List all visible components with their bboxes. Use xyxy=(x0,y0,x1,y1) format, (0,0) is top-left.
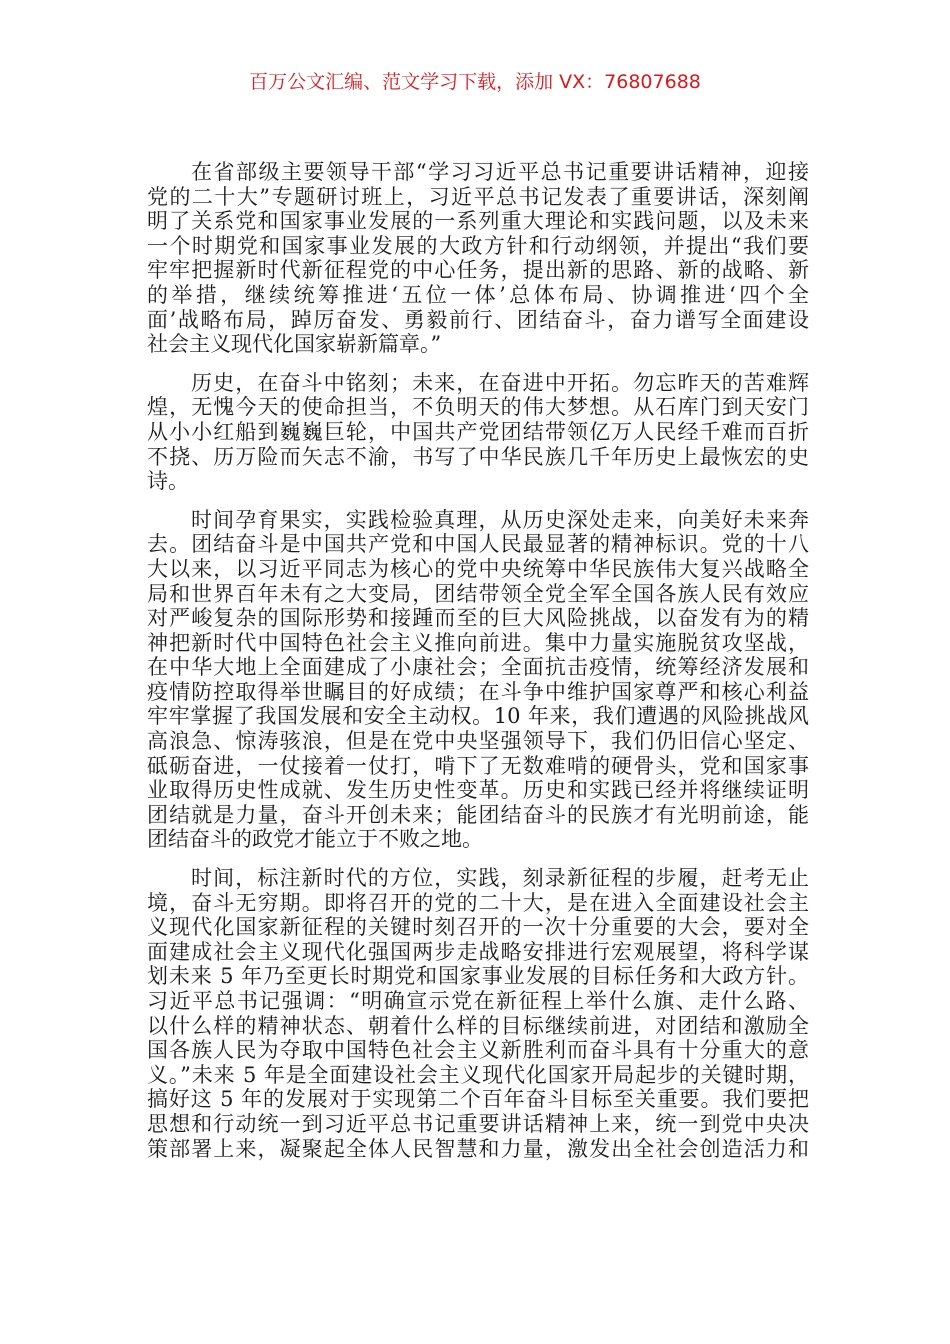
paragraph-line: 明了关系党和国家事业发展的一系列重大理论和实践问题，以及未来 xyxy=(147,209,809,234)
paragraph-line: 以什么样的精神状态、朝着什么样的目标继续前进，对团结和激励全 xyxy=(147,1013,809,1038)
download-banner: 百万公文汇编、范文学习下载，添加 VX：76807688 xyxy=(249,71,701,93)
paragraph-2 xyxy=(147,371,809,494)
paragraph-line: 诗。 xyxy=(147,469,189,494)
paragraph-line: 疫情防控取得举世瞩目的好成绩；在斗争中维护国家尊严和核心利益 xyxy=(147,679,809,704)
paragraph-line: 在中华大地上全面建成了小康社会；全面抗击疫情，统筹经济发展和 xyxy=(147,655,809,680)
paragraph-line: 划未来 5 年乃至更长时期党和国家事业发展的目标任务和大政方针。 xyxy=(147,964,809,989)
paragraph-line: 党的二十大”专题研讨班上，习近平总书记发表了重要讲话，深刻阐 xyxy=(147,184,809,209)
paragraph-line: 煌，无愧今天的使命担当，不负明天的伟大梦想。从石库门到天安门 xyxy=(147,395,809,420)
paragraph-line: 习近平总书记强调：“明确宣示党在新征程上举什么旗、走什么路、 xyxy=(147,989,809,1013)
paragraph-line: 团结奋斗的政党才能立于不败之地。 xyxy=(147,827,483,852)
paragraph-line: 业取得历史性成就、发生历史性变革。历史和实践已经并将继续证明 xyxy=(147,778,809,803)
paragraph-line: 高浪急、惊涛骇浪，但是在党中央坚强领导下，我们仍旧信心坚定、 xyxy=(147,729,809,754)
paragraph-line: 历史，在奋斗中铭刻；未来，在奋进中开拓。勿忘昨天的苦难辉 xyxy=(191,370,809,395)
paragraph-line: 思想和行动统一到习近平总书记重要讲话精神上来，统一到党中央决 xyxy=(147,1111,809,1136)
paragraph-line: 牢牢把握新时代新征程党的中心任务，提出新的思路、新的战略、新 xyxy=(147,258,809,283)
paragraph-line: 时间，标注新时代的方位，实践，刻录新征程的步履，赶考无止 xyxy=(191,866,809,891)
paragraph-3 xyxy=(147,508,809,852)
paragraph-line: 局和世界百年未有之大变局，团结带领全党全军全国各族人民有效应 xyxy=(147,581,809,606)
paragraph-line: 的举措，继续统筹推进‘五位一体’总体布局、协调推进‘四个全 xyxy=(147,282,809,307)
paragraph-line: 一个时期党和国家事业发展的大政方针和行动纲领，并提出“我们要 xyxy=(147,233,809,258)
paragraph-line: 面建成社会主义现代化强国两步走战略安排进行宏观展望，将科学谋 xyxy=(147,939,809,964)
paragraph-4 xyxy=(147,866,809,1161)
paragraph-line: 面’战略布局，踔厉奋发、勇毅前行、团结奋斗，奋力谱写全面建设 xyxy=(147,307,809,332)
paragraph-line: 神把新时代中国特色社会主义推向前进。集中力量实施脱贫攻坚战， xyxy=(147,630,809,655)
paragraph-line: 不挠、历万险而矢志不渝，书写了中华民族几千年历史上最恢宏的史 xyxy=(147,444,809,469)
paragraph-line: 大以来，以习近平同志为核心的党中央统筹中华民族伟大复兴战略全 xyxy=(147,556,809,581)
paragraph-line: 在省部级主要领导干部“学习习近平总书记重要讲话精神，迎接 xyxy=(191,160,809,184)
paragraph-line: 团结就是力量，奋斗开创未来；能团结奋斗的民族才有光明前途，能 xyxy=(147,802,809,827)
paragraph-line: 去。团结奋斗是中国共产党和中国人民最显著的精神标识。党的十八 xyxy=(147,532,809,557)
paragraph-line: 社会主义现代化国家崭新篇章。” xyxy=(147,332,442,357)
paragraph-line: 牢牢掌握了我国发展和安全主动权。10 年来，我们遭遇的风险挑战风 xyxy=(147,704,809,729)
paragraph-line: 国各族人民为夺取中国特色社会主义新胜利而奋斗具有十分重大的意 xyxy=(147,1038,809,1063)
paragraph-line: 义。”未来 5 年是全面建设社会主义现代化国家开局起步的关键时期， xyxy=(147,1062,809,1087)
paragraph-line: 时间孕育果实，实践检验真理，从历史深处走来，向美好未来奔 xyxy=(191,507,809,532)
paragraph-line: 砥砺奋进，一仗接着一仗打，啃下了无数难啃的硬骨头，党和国家事 xyxy=(147,753,809,778)
paragraph-line: 搞好这 5 年的发展对于实现第二个百年奋斗目标至关重要。我们要把 xyxy=(147,1087,809,1112)
paragraph-line: 境，奋斗无穷期。即将召开的党的二十大，是在进入全面建设社会主 xyxy=(147,890,809,915)
paragraph-line: 从小小红船到巍巍巨轮，中国共产党团结带领亿万人民经千难而百折 xyxy=(147,419,809,444)
paragraph-line: 策部署上来，凝聚起全体人民智慧和力量，激发出全社会创造活力和 xyxy=(147,1136,809,1161)
paragraph-1 xyxy=(147,160,809,357)
paragraph-line: 义现代化国家新征程的关键时刻召开的一次十分重要的大会，要对全 xyxy=(147,915,809,940)
document-body xyxy=(147,160,809,1161)
paragraph-line: 对严峻复杂的国际形势和接踵而至的巨大风险挑战，以奋发有为的精 xyxy=(147,606,809,631)
